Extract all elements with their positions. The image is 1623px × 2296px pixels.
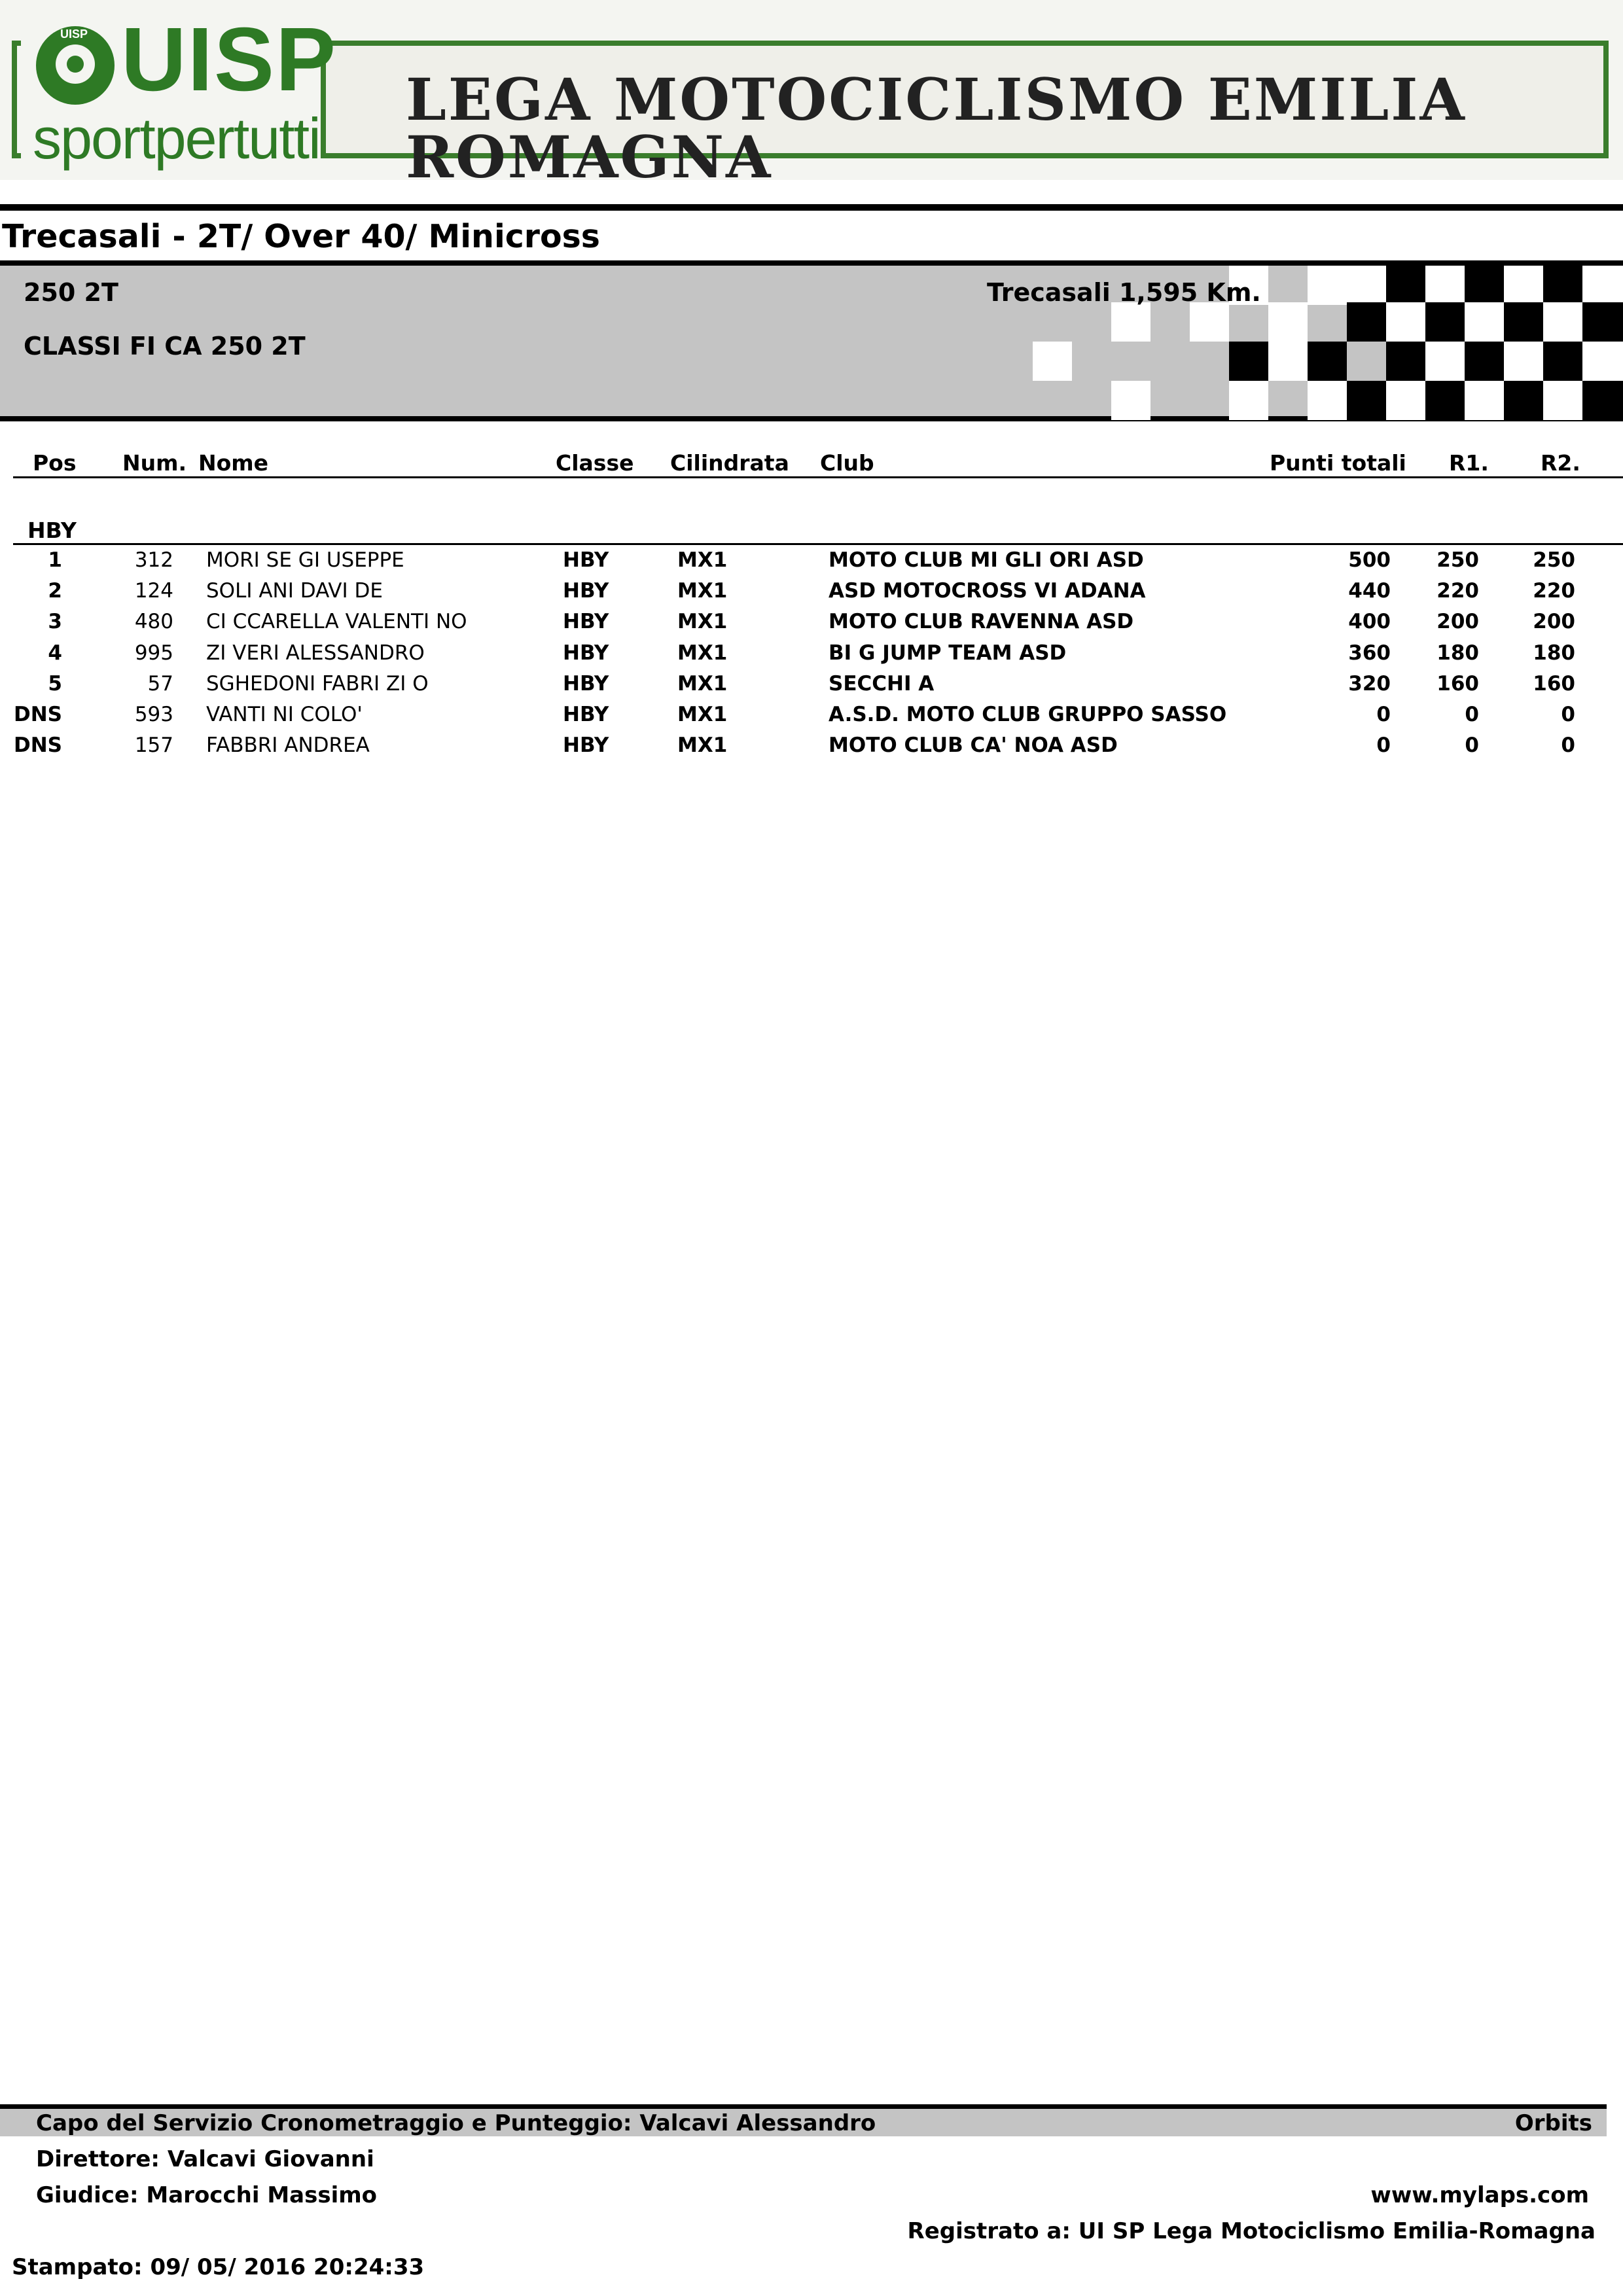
row-r1: 0 [1465,703,1479,726]
row-r1: 160 [1436,672,1479,696]
row-club: BI G JUMP TEAM ASD [829,641,1067,665]
orbits-label: Orbits [1514,2110,1592,2136]
table-row [0,607,1623,637]
table-row [0,669,1623,699]
row-club: A.S.D. MOTO CLUB GRUPPO SASSO [829,703,1227,726]
timing-chief: Capo del Servizio Cronometraggio e Punteggio: Valcavi Alessandro [36,2110,876,2136]
group-label: HBY [27,518,77,543]
col-header-r1: R1. [1449,450,1489,476]
row-pos: DNS [13,703,62,726]
row-name: FABBRI ANDREA [206,733,370,757]
row-name: CI CCARELLA VALENTI NO [206,610,467,633]
col-header-class: Classe [556,450,634,476]
table-row [0,545,1623,575]
classifica-label: CLASSI FI CA 250 2T [24,332,306,361]
row-class: HBY [563,579,609,603]
logo-small-text: UISP [60,27,88,41]
row-r1: 0 [1465,733,1479,757]
row-pos: 5 [48,672,62,696]
row-cilindrata: MX1 [677,610,728,633]
row-class: HBY [563,703,609,726]
row-name: SGHEDONI FABRI ZI O [206,672,429,696]
row-name: MORI SE GI USEPPE [206,548,404,572]
row-num: 995 [134,641,173,665]
row-name: ZI VERI ALESSANDRO [206,641,425,665]
table-row [0,699,1623,730]
row-total: 440 [1348,579,1391,603]
row-r2: 220 [1533,579,1575,603]
row-club: SECCHI A [829,672,935,696]
table-row [0,638,1623,668]
row-total: 500 [1348,548,1391,572]
uisp-logo-dot [67,56,84,73]
col-header-name: Nome [198,450,269,476]
row-num: 480 [134,610,173,633]
track-info: Trecasali 1,595 Km. [987,278,1261,307]
row-class: HBY [563,610,609,633]
row-total: 0 [1376,703,1391,726]
row-class: HBY [563,548,609,572]
row-pos: DNS [13,733,62,757]
col-header-cilindrata: Cilindrata [670,450,789,476]
row-name: VANTI NI COLO' [206,703,363,726]
row-club: MOTO CLUB RAVENNA ASD [829,610,1134,633]
row-num: 124 [134,579,173,603]
row-club: MOTO CLUB CA' NOA ASD [829,733,1118,757]
row-r1: 250 [1436,548,1479,572]
row-total: 400 [1348,610,1391,633]
table-row [0,576,1623,606]
print-timestamp: Stampato: 09/ 05/ 2016 20:24:33 [12,2254,425,2280]
registration: Registrato a: UI SP Lega Motociclismo Emilia-Romagna [907,2218,1596,2244]
row-cilindrata: MX1 [677,579,728,603]
row-num: 312 [134,548,173,572]
judge: Giudice: Marocchi Massimo [36,2182,378,2208]
col-header-total-points: Punti totali [1270,450,1406,476]
website-link[interactable]: www.mylaps.com [1370,2182,1589,2208]
row-r1: 220 [1436,579,1479,603]
logo-sportpertutti-text: sportpertutti [33,106,320,171]
row-cilindrata: MX1 [677,733,728,757]
row-class: HBY [563,641,609,665]
row-r1: 180 [1436,641,1479,665]
row-club: MOTO CLUB MI GLI ORI ASD [829,548,1144,572]
header-banner [0,0,1623,191]
col-header-pos: Pos [33,450,77,476]
banner-left-bracket [12,41,21,158]
row-cilindrata: MX1 [677,672,728,696]
row-r2: 250 [1533,548,1575,572]
category-name: 250 2T [24,278,118,307]
row-pos: 2 [48,579,62,603]
row-cilindrata: MX1 [677,641,728,665]
logo-uisp-text: UISP [121,9,338,110]
footer-rule [0,2104,1607,2109]
row-num: 157 [134,733,173,757]
row-num: 593 [134,703,173,726]
row-r2: 180 [1533,641,1575,665]
row-total: 0 [1376,733,1391,757]
row-class: HBY [563,672,609,696]
event-title: Trecasali - 2T/ Over 40/ Minicross [2,218,600,255]
row-class: HBY [563,733,609,757]
col-header-club: Club [820,450,874,476]
row-cilindrata: MX1 [677,703,728,726]
row-pos: 4 [48,641,62,665]
row-pos: 3 [48,610,62,633]
row-r1: 200 [1436,610,1479,633]
row-total: 360 [1348,641,1391,665]
col-header-num: Num. [122,450,187,476]
row-total: 320 [1348,672,1391,696]
header-rule [13,476,1623,478]
row-r2: 200 [1533,610,1575,633]
row-num: 57 [147,672,173,696]
row-club: ASD MOTOCROSS VI ADANA [829,579,1146,603]
table-row [0,730,1623,760]
director: Direttore: Valcavi Giovanni [36,2146,374,2172]
row-r2: 0 [1561,733,1575,757]
banner-title: LEGA MOTOCICLISMO EMILIA ROMAGNA [406,65,1467,191]
col-header-r2: R2. [1541,450,1580,476]
row-pos: 1 [48,548,62,572]
top-divider [0,204,1623,211]
row-r2: 160 [1533,672,1575,696]
row-cilindrata: MX1 [677,548,728,572]
row-name: SOLI ANI DAVI DE [206,579,383,603]
row-r2: 0 [1561,703,1575,726]
